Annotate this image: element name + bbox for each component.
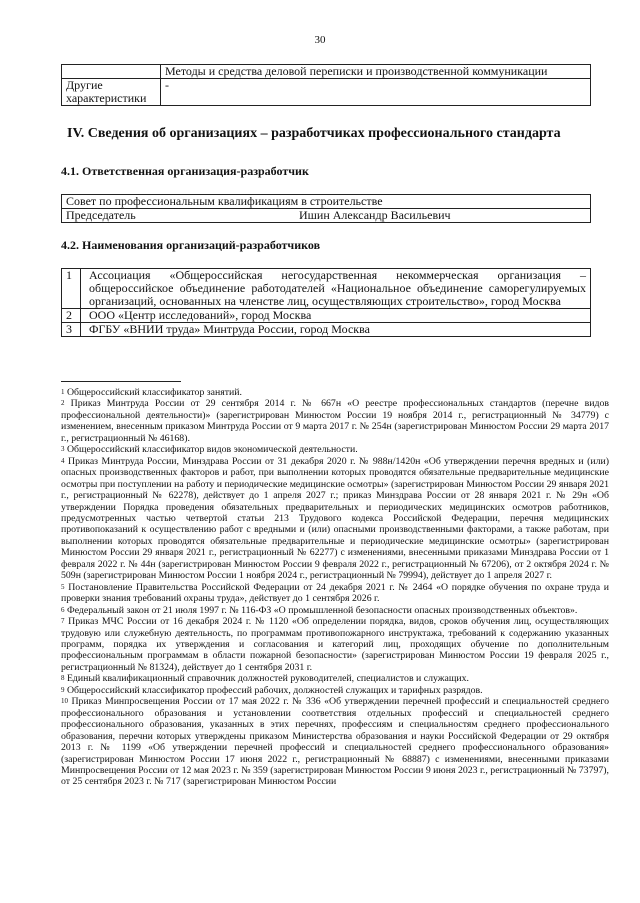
table-row xyxy=(62,323,591,337)
footnote-text: Приказ Минтруда России от 29 сентября 2014 г. № 667н «О реестре профессиональных стандартов (перечне видов профессиональной деятельности)» (зарегистрирован Минюстом России 19 ноября 2014 г., регистрационный № 34779) с изменением, внесенным приказом Минтруда России от 9 марта 2017 г. № 254н (зарегистрирован Минюстом России 29 марта 2017 г., регистрационный № 46168). xyxy=(61,398,610,444)
page-number: 30 xyxy=(314,34,326,46)
characteristics-table xyxy=(61,64,591,106)
footnotes xyxy=(61,387,609,788)
responsible-org-table xyxy=(61,194,591,223)
developer-name: Ассоциация «Общероссийская негосударственная некоммерческая организация – общероссийское объединение работодателей «Национальное объединение саморегулируемых организаций, основанных на членстве лиц, осуществляющих строительство», город Москва xyxy=(81,269,591,309)
footnote xyxy=(61,398,609,444)
footnote-number: 5 xyxy=(61,582,65,591)
footnote xyxy=(61,673,609,684)
footnote-text: Общероссийский классификатор занятий. xyxy=(66,387,242,398)
person-name: Ишин Александр Васильевич xyxy=(295,209,591,223)
row-label xyxy=(62,65,161,79)
footnote-divider xyxy=(61,381,181,382)
position-label: Председатель xyxy=(62,209,296,223)
footnote xyxy=(61,685,609,696)
footnote xyxy=(61,582,609,605)
table-row xyxy=(62,195,591,209)
footnote-number: 8 xyxy=(61,674,65,683)
subsection-title-responsible: 4.1. Ответственная организация-разработчик xyxy=(61,164,309,178)
developer-name: ФГБУ «ВНИИ труда» Минтруда России, город Москва xyxy=(81,323,591,337)
organization-name: Совет по профессиональным квалификациям в строительстве xyxy=(62,195,591,209)
footnote-number: 1 xyxy=(61,388,65,396)
table-row xyxy=(62,65,591,79)
footnote-text: Постановление Правительства Российской Федерации от 24 декабря 2021 г. № 2464 «О порядке обучения по охране труда и проверки знания требований охраны труда», действует до 1 сентября 2026 г. xyxy=(61,581,610,605)
footnote xyxy=(61,387,609,398)
table-row xyxy=(62,309,591,323)
developer-name: ООО «Центр исследований», город Москва xyxy=(81,309,591,323)
footnote-text: Единый квалификационный справочник должностей руководителей, специалистов и служащих. xyxy=(66,673,469,685)
footnote-text: Приказ МЧС России от 16 декабря 2024 г. № 1120 «Об определении порядка, видов, сроков обучения лиц, осуществляющих трудовую или служебную деятельность, по программам противопожарного инструктажа, требований к содержанию указанных программ, порядка их утверждения и согласования и категорий лиц, проходящих обучение по дополнительным профессиональным программам в области пожарной безопасности» (зарегистрирован Минюстом России 19 февраля 2025 г., регистрационный № 81324), действует до 1 сентября 2031 г. xyxy=(61,616,609,673)
footnote-number: 4 xyxy=(61,456,65,465)
footnote xyxy=(61,456,609,582)
developers-table xyxy=(61,268,591,337)
section-title: IV. Сведения об организациях – разработчиках профессионального стандарта xyxy=(67,126,561,141)
footnote-text: Общероссийский классификатор видов экономической деятельности. xyxy=(66,444,358,456)
row-number: 2 xyxy=(62,309,81,323)
footnote xyxy=(61,444,609,455)
footnote-text: Приказ Минтруда России, Минздрава России от 31 декабря 2020 г. № 988н/1420н «Об утверждении перечня вредных и (или) опасных производственных факторов и работ, при выполнении которых проводятся обязательные предварительные медицинские осмотры при поступлении на работу и периодические медицинские осмотры» (зарегистрирован Минюстом России 29 января 2021 г., регистрационный № 62278), действует до 1 апреля 2027 г.; приказ Минздрава России от 28 января 2021 г. № 29н «Об утверждении Порядка проведения обязательных предварительных и периодических медицинских осмотров работников, предусмотренных частью четвертой статьи 213 Трудового кодекса Российской Федерации, перечня медицинских противопоказаний к осуществлению работ с вредными и (или) опасными производственными факторами, а также работам, при выполнении которых проводятся обязательные предварительные и периодические медицинские осмотры» (зарегистрирован Минюстом России 29 января 2021 г., регистрационный № 62277) с изменениями, внесенными приказами Минздрава России от 1 февраля 2022 г. № 44н (зарегистрирован Минюстом России 9 февраля 2022 г., регистрационный № 67206), от 2 октября 2024 г. № 509н (зарегистрирован Минюстом России 1 ноября 2024 г., регистрационный № 79994), действует до 1 апреля 2027 г. xyxy=(61,455,609,582)
footnote xyxy=(61,605,609,616)
footnote-text: Приказ Минпросвещения России от 17 мая 2022 г. № 336 «Об утверждении перечней профессий и специальностей среднего профессионального образования и установлении соответствия отдельных профессий и специальностей среднего профессионального образования, указанных в этих перечнях, профессиям и специальностям среднего профессионального образования, перечни которых утверждены приказом Министерства образования и науки Российской Федерации от 29 октября 2013 г. № 1199 «Об утверждении перечней профессий и специальностей среднего профессионального образования» (зарегистрирован Минюстом России 17 июня 2022 г., регистрационный № 68887) с изменениями, внесенными приказами Минпросвещения России от 12 мая 2023 г. № 359 (зарегистрирован Минюстом России 9 июня 2023 г., регистрационный № 73797), от 25 сентября 2023 г. № 717 (зарегистрирован Минюстом России xyxy=(61,696,609,788)
table-row xyxy=(62,209,591,223)
row-value: Методы и средства деловой переписки и производственной коммуникации xyxy=(161,65,591,79)
footnote-number: 2 xyxy=(61,399,65,408)
table-row xyxy=(62,269,591,309)
row-number: 1 xyxy=(62,269,81,309)
table-row xyxy=(62,79,591,106)
footnote-number: 6 xyxy=(61,605,65,614)
footnote xyxy=(61,696,609,788)
row-value: - xyxy=(161,79,591,106)
footnote-number: 9 xyxy=(61,685,65,694)
row-number: 3 xyxy=(62,323,81,337)
footnote-text: Общероссийский классификатор профессий рабочих, должностей служащих и тарифных разрядов. xyxy=(66,684,483,696)
subsection-title-developers: 4.2. Наименования организаций-разработчиков xyxy=(61,238,321,252)
footnote-number: 10 xyxy=(61,697,68,706)
footnote xyxy=(61,616,609,673)
footnote-number: 3 xyxy=(61,445,65,454)
row-label: Другие характеристики xyxy=(62,79,161,106)
footnote-number: 7 xyxy=(61,617,65,626)
footnote-text: Федеральный закон от 21 июля 1997 г. № 116-ФЗ «О промышленной безопасности опасных производственных объектов». xyxy=(66,604,578,616)
